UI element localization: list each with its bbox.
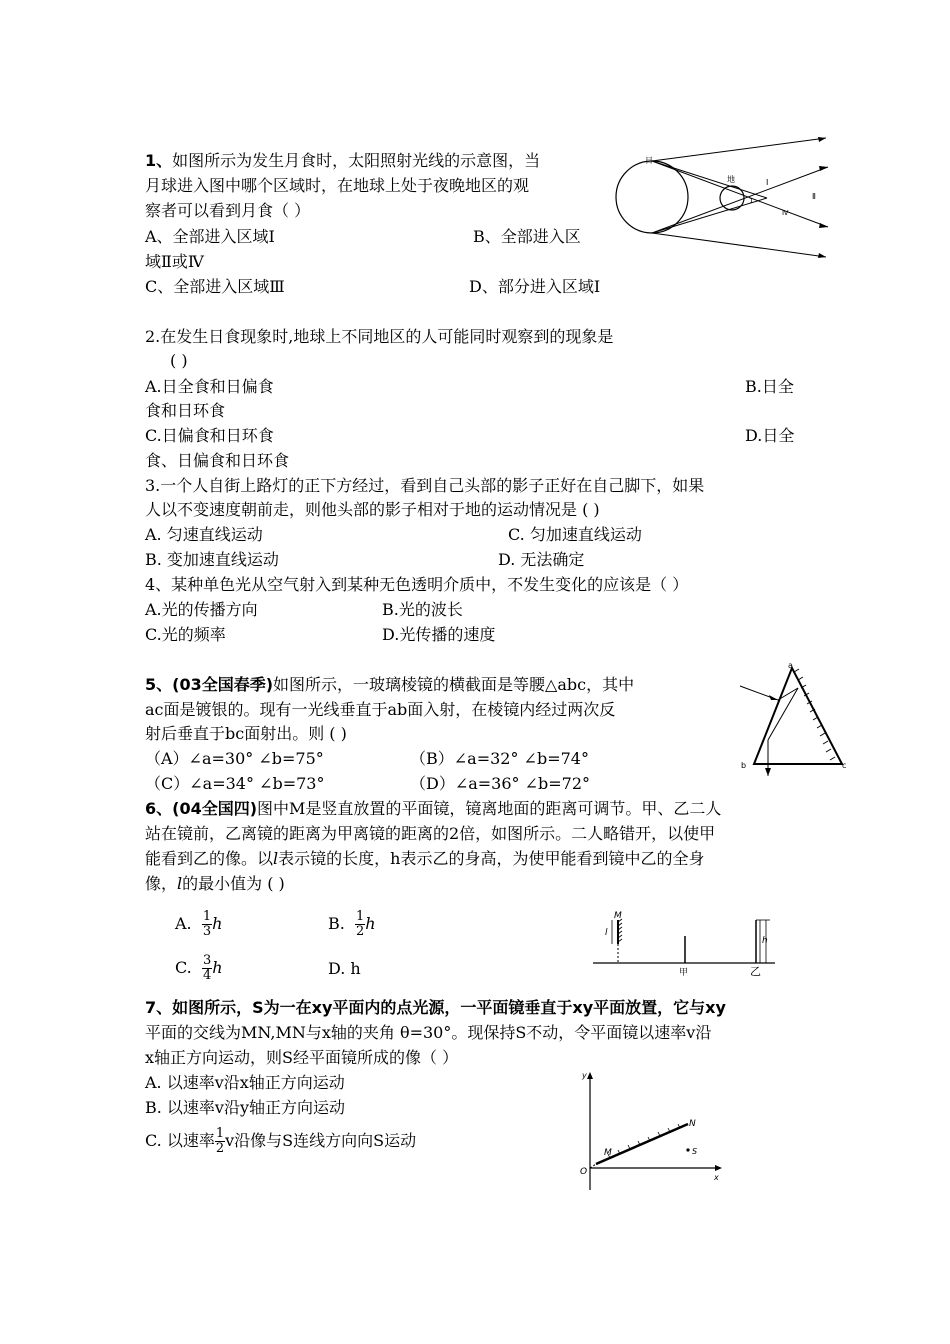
q3-line2: 人以不变速度朝前走，则他头部的影子相对于地的运动情况是 ( ) <box>145 500 600 519</box>
q6-line2: 站在镜前，乙离镜的距离为甲离镜的距离的2倍，如图所示。二人略错开，以使甲 <box>145 824 716 843</box>
q1-option-a: A、全部进入区域Ⅰ <box>145 227 275 246</box>
q7-option-c: C. 以速率 $\frac{1}{2}$ v沿像与S连线方向向S运动 <box>145 1126 417 1156</box>
q3-option-d: D. 无法确定 <box>498 550 585 569</box>
q5-line3: 射后垂直于bc面射出。则 ( ) <box>145 724 347 743</box>
q1-option-d: D、部分进入区域Ⅰ <box>469 277 601 296</box>
q3-line1: 3.一个人自街上路灯的正下方经过，看到自己头部的影子正好在自己脚下，如果 <box>145 476 705 495</box>
q4-option-c: C.光的频率 <box>145 625 226 644</box>
q6-option-a: A. $\frac{1}{3}$ h <box>175 909 223 939</box>
q7-line1: 7、如图所示，S为一在xy平面内的点光源，一平面镜垂直于xy平面放置，它与xy <box>145 998 726 1017</box>
q2-option-d: D.日全 <box>745 426 795 445</box>
q1-option-b-cont: 域Ⅱ或Ⅳ <box>145 252 204 271</box>
origin-O-label: O <box>580 1167 588 1177</box>
mirror-l-label: l <box>605 928 608 938</box>
q5-option-b: （B）∠a=32° ∠b=74° <box>410 749 589 768</box>
axis-y-label: y <box>582 1071 587 1080</box>
q2-answer-paren: ( ) <box>170 351 188 370</box>
q2-stem: 2.在发生日食现象时,地球上不同地区的人可能同时观察到的现象是 <box>145 327 614 346</box>
q6-option-d: D. h <box>328 959 361 978</box>
prism-triangle <box>754 668 842 764</box>
q6-line1: 6、(04全国四)图中M是竖直放置的平面镜，镜离地面的距离可调节。甲、乙二人 <box>145 799 722 818</box>
region-2-label: Ⅱ <box>812 192 816 201</box>
q3-option-c: C. 匀加速直线运动 <box>508 525 642 544</box>
sun-label: 日 <box>645 156 653 165</box>
q1-line3: 察者可以看到月食（ ） <box>145 201 311 220</box>
q7-line3: x轴正方向运动，则S经平面镜所成的像（ ） <box>145 1048 459 1067</box>
q6-option-c: C. $\frac{3}{4}$ h <box>175 953 223 983</box>
q5-prism-figure <box>738 660 850 780</box>
q6-line3: 能看到乙的像。以l表示镜的长度，h表示乙的身高，为使甲能看到镜中乙的全身 <box>145 849 705 868</box>
person-jia-label: 甲 <box>679 968 689 976</box>
mirror-M-label: M <box>604 1148 612 1158</box>
q4-stem: 4、某种单色光从空气射入到某种无色透明介质中，不发生变化的应该是（ ） <box>145 575 689 594</box>
q1-eclipse-figure <box>612 135 832 260</box>
q2-option-d-cont: 食、日偏食和日环食 <box>145 451 290 470</box>
q7-line2: 平面的交线为MN,MN与x轴的夹角 θ=30°。现保持S不动，令平面镜以速率v沿 <box>145 1023 712 1042</box>
person-yi-label: 乙 <box>750 965 761 976</box>
axis-x-label: x <box>714 1173 719 1182</box>
sun-circle <box>616 161 688 233</box>
q4-option-b: B.光的波长 <box>382 600 463 619</box>
q1-option-c: C、全部进入区域Ⅲ <box>145 277 285 296</box>
q6-option-b: B. $\frac{1}{2}$ h <box>328 909 376 939</box>
q1-line2: 月球进入图中哪个区域时，在地球上处于夜晚地区的观 <box>145 176 530 195</box>
q6-mirror-figure <box>590 908 780 976</box>
region-1-label: Ⅰ <box>766 178 769 187</box>
source-S-label: S <box>692 1147 698 1156</box>
q5-option-c: （C）∠a=34° ∠b=73° <box>145 774 325 793</box>
q7-option-b: B. 以速率v沿y轴正方向运动 <box>145 1098 346 1117</box>
q4-option-a: A.光的传播方向 <box>145 600 258 619</box>
earth-label: 地 <box>727 175 735 184</box>
q5-line1: 5、(03全国春季)如图所示，一玻璃棱镜的横截面是等腰△abc，其中 <box>145 675 635 694</box>
region-3-label: 1 <box>749 197 754 205</box>
q2-option-c: C.日偏食和日环食 <box>145 426 274 445</box>
q3-option-a: A. 匀速直线运动 <box>145 525 263 544</box>
q1-line1: 1、如图所示为发生月食时，太阳照射光线的示意图，当 <box>145 151 541 170</box>
q2-option-a: A.日全食和日偏食 <box>145 377 274 396</box>
q7-axes-figure <box>570 1068 730 1196</box>
q3-option-b: B. 变加速直线运动 <box>145 550 279 569</box>
q1-option-b: B、全部进入区 <box>473 227 581 246</box>
region-4-label: Ⅳ <box>782 209 789 217</box>
vertex-b-label: b <box>741 761 747 770</box>
q6-line4: 像，l的最小值为 ( ) <box>145 874 285 893</box>
q4-option-d: D.光传播的速度 <box>382 625 496 644</box>
q5-option-a: （A）∠a=30° ∠b=75° <box>145 749 324 768</box>
height-h-label: h <box>762 936 768 946</box>
mirror-M-label: M <box>614 911 622 921</box>
q6-source-label: 6、(04全国四) <box>145 799 258 818</box>
q2-option-b: B.日全 <box>745 377 794 396</box>
point-source-S <box>686 1148 689 1151</box>
q5-line2: ac面是镀银的。现有一光线垂直于ab面入射，在棱镜内经过两次反 <box>145 700 616 719</box>
q7-option-a: A. 以速率v沿x轴正方向运动 <box>145 1073 345 1092</box>
q5-option-d: （D）∠a=36° ∠b=72° <box>410 774 591 793</box>
vertex-c-label: c <box>842 761 847 770</box>
q2-option-b-cont: 食和日环食 <box>145 401 226 420</box>
q5-source-label: 5、(03全国春季) <box>145 675 274 694</box>
mirror-N-label: N <box>689 1119 696 1129</box>
vertex-a-label: a <box>788 661 793 670</box>
